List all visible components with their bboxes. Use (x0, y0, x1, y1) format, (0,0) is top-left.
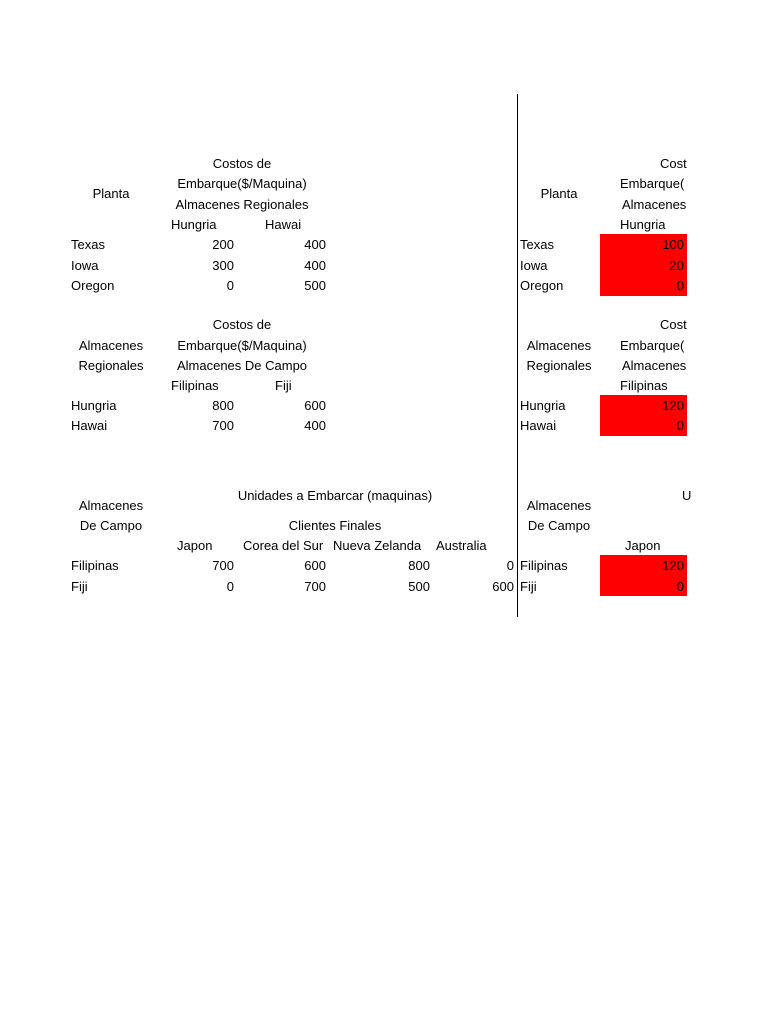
table2-cell: 800 (212, 398, 234, 413)
table1-subtitle: Almacenes Regionales (175, 197, 309, 212)
planta-header: Planta (92, 186, 130, 201)
right-table2-cell: 120 (662, 398, 684, 413)
table1-cell: 500 (304, 278, 326, 293)
table3-cell: 800 (408, 558, 430, 573)
table2-cell: 600 (304, 398, 326, 413)
right-table2-cell: 0 (676, 418, 684, 433)
right-table2-col-filipinas: Filipinas (620, 378, 668, 393)
table2-col-filipinas: Filipinas (171, 378, 219, 393)
table3-col-nueva-zelanda: Nueva Zelanda (333, 538, 422, 553)
table2-cell: 400 (304, 418, 326, 433)
table3-cell: 600 (492, 579, 514, 594)
table3-cell: 500 (408, 579, 430, 594)
right-table2-subtitle: Almacenes (622, 358, 687, 373)
table1-cell: 0 (226, 278, 234, 293)
table3-row-header-line1: Almacenes (78, 498, 144, 513)
table3-cell: 0 (506, 558, 514, 573)
right-table1-row-label: Iowa (520, 258, 548, 273)
table3-cell: 700 (212, 558, 234, 573)
table2-row-label: Hawai (71, 418, 108, 433)
table1-col-hungria: Hungria (171, 217, 217, 232)
right-table2-row-label: Hawai (520, 418, 557, 433)
table3-subtitle: Clientes Finales (288, 518, 382, 533)
table2-title-line1: Costos de (212, 317, 272, 332)
table1-row-label: Iowa (71, 258, 99, 273)
table3-col-corea: Corea del Sur (243, 538, 324, 553)
right-table3-row-label: Filipinas (520, 558, 568, 573)
table3-row-header-line2: De Campo (79, 518, 143, 533)
right-table3-title: U (682, 488, 692, 503)
table2-title-line2: Embarque($/Maquina) (177, 338, 307, 353)
table2-row-header-line1: Almacenes (78, 338, 144, 353)
table3-row-label: Fiji (71, 579, 88, 594)
right-table2-row-header-line1: Almacenes (526, 338, 592, 353)
right-table3-row-header-line1: Almacenes (526, 498, 592, 513)
table3-cell: 600 (304, 558, 326, 573)
table1-title-line1: Costos de (212, 156, 272, 171)
table2-row-header-line2: Regionales (78, 358, 144, 373)
table1-row-label: Oregon (71, 278, 115, 293)
table3-col-australia: Australia (436, 538, 487, 553)
right-table3-cell: 0 (676, 579, 684, 594)
right-table1-col-hungria: Hungria (620, 217, 666, 232)
right-table2-row-header-line2: Regionales (526, 358, 592, 373)
right-table1-title-line1: Cost (660, 156, 687, 171)
right-table2-title-line1: Cost (660, 317, 687, 332)
table1-cell: 200 (212, 237, 234, 252)
right-table1-row-label: Oregon (520, 278, 564, 293)
table1-row-label: Texas (71, 237, 105, 252)
table3-title: Unidades a Embarcar (maquinas) (237, 488, 433, 503)
table3-cell: 0 (226, 579, 234, 594)
right-table2-title-line2: Embarque( (620, 338, 685, 353)
right-panel-clipped (518, 0, 692, 1024)
table1-cell: 400 (304, 237, 326, 252)
table3-cell: 700 (304, 579, 326, 594)
table2-cell: 700 (212, 418, 234, 433)
table3-col-japon: Japon (177, 538, 213, 553)
table1-col-hawai: Hawai (265, 217, 302, 232)
right-table1-cell: 100 (662, 237, 684, 252)
right-table3-row-label: Fiji (520, 579, 537, 594)
table3-row-label: Filipinas (71, 558, 119, 573)
right-table3-row-header-line2: De Campo (527, 518, 591, 533)
right-table1-title-line2: Embarque( (620, 176, 685, 191)
right-table1-cell: 20 (669, 258, 684, 273)
right-table2-row-label: Hungria (520, 398, 566, 413)
right-table3-cell: 120 (662, 558, 684, 573)
right-table1-cell: 0 (676, 278, 684, 293)
table1-cell: 400 (304, 258, 326, 273)
table1-title-line2: Embarque($/Maquina) (177, 176, 307, 191)
table2-subtitle: Almacenes De Campo (176, 358, 308, 373)
right-planta-header: Planta (540, 186, 578, 201)
table1-cell: 300 (212, 258, 234, 273)
right-table1-row-label: Texas (520, 237, 554, 252)
table2-row-label: Hungria (71, 398, 117, 413)
table2-col-fiji: Fiji (275, 378, 292, 393)
right-table1-subtitle: Almacenes (622, 197, 687, 212)
right-table3-col-japon: Japon (625, 538, 661, 553)
